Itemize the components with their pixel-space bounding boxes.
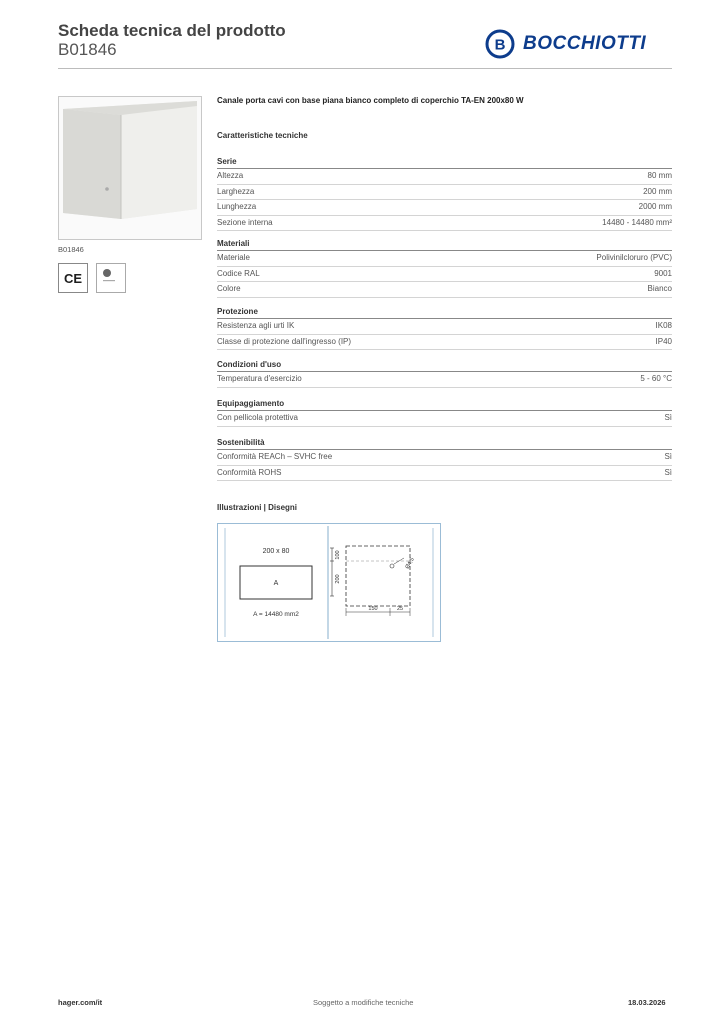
- photo-caption: B01846: [58, 245, 84, 254]
- spec-row: [217, 335, 672, 351]
- spec-section-condizioni: [217, 359, 672, 388]
- spec-section-sostenibilita: [217, 437, 672, 481]
- spec-row: [217, 466, 672, 482]
- spec-label: Temperatura d'esercizio: [217, 374, 302, 383]
- spec-section-serie: [217, 156, 672, 231]
- technical-drawing: [217, 523, 441, 642]
- footer-date: 18.03.2026: [628, 998, 666, 1007]
- brand-logo: [485, 29, 670, 59]
- ce-mark-icon: CE: [58, 263, 88, 293]
- svg-text:B: B: [494, 36, 506, 54]
- spec-label: Resistenza agli urti IK: [217, 321, 295, 330]
- spec-row: [217, 282, 672, 298]
- section-title: Materiali: [217, 238, 672, 251]
- spec-value: 14480 - 14480 mm²: [602, 217, 672, 227]
- spec-label: Altezza: [217, 171, 244, 180]
- section-size-label: 200 x 80: [262, 548, 290, 555]
- section-title: Protezione: [217, 306, 672, 319]
- spec-value: IP40: [655, 336, 672, 346]
- spec-section-equipaggiamento: [217, 398, 672, 427]
- dim-hole: Ø4,5: [404, 556, 416, 571]
- spec-row: [217, 267, 672, 283]
- product-photo: [58, 96, 202, 240]
- spec-row: [217, 216, 672, 232]
- spec-value: Bianco: [647, 284, 672, 293]
- dim-25: 25: [396, 606, 404, 612]
- spec-label: Lunghezza: [217, 202, 257, 211]
- section-title: Sostenibilità: [217, 437, 672, 450]
- spec-row: [217, 200, 672, 216]
- spec-row: [217, 450, 672, 466]
- spec-value: 9001: [654, 268, 672, 278]
- spec-label: Classe di protezione dall'ingresso (IP): [217, 336, 352, 346]
- spec-row: [217, 411, 672, 427]
- spec-row: [217, 185, 672, 201]
- spec-value: IK08: [655, 321, 672, 330]
- spec-value: Polivinilcloruro (PVC): [596, 253, 672, 262]
- section-title: Condizioni d'uso: [217, 359, 672, 372]
- tech-specs-heading: Caratteristiche tecniche: [217, 131, 308, 140]
- spec-value: Sì: [664, 452, 672, 461]
- spec-label: Colore: [217, 284, 241, 293]
- spec-section-protezione: [217, 306, 672, 350]
- spec-label: Materiale: [217, 253, 250, 262]
- brand-name: BOCCHIOTTI: [523, 33, 647, 54]
- spec-value: 200 mm: [643, 186, 672, 196]
- spec-section-materiali: [217, 238, 672, 298]
- spec-row: [217, 251, 672, 267]
- dim-150: 150: [368, 606, 378, 612]
- spec-label: Larghezza: [217, 186, 255, 196]
- area-formula: A = 14480 mm2: [253, 611, 299, 618]
- spec-label: Sezione interna: [217, 217, 273, 227]
- spec-value: 2000 mm: [638, 202, 672, 211]
- spec-value: 5 - 60 °C: [640, 374, 672, 383]
- spec-label: Conformità REACh – SVHC free: [217, 452, 333, 461]
- product-code-header: B01846: [58, 40, 117, 59]
- header-divider: [58, 68, 672, 69]
- footer-note: Soggetto a modifiche tecniche: [313, 998, 414, 1007]
- dim-100: 100: [335, 550, 341, 560]
- spec-value: Sì: [664, 467, 672, 477]
- spec-row: [217, 319, 672, 335]
- dim-200: 200: [335, 574, 341, 584]
- spec-row: [217, 372, 672, 388]
- spec-label: Codice RAL: [217, 268, 260, 278]
- product-name: Canale porta cavi con base piana bianco completo di coperchio TA-EN 200x80 W: [217, 96, 524, 105]
- spec-label: Conformità ROHS: [217, 467, 282, 477]
- section-title: Equipaggiamento: [217, 398, 672, 411]
- brand-logo-icon: [485, 29, 515, 59]
- spec-value: 80 mm: [647, 171, 672, 180]
- drawings-heading: Illustrazioni | Disegni: [217, 503, 298, 512]
- spec-label: Con pellicola protettiva: [217, 413, 298, 422]
- area-letter: A: [273, 580, 279, 587]
- page-title: Scheda tecnica del prodotto: [58, 21, 286, 40]
- footer-website[interactable]: hager.com/it: [58, 998, 103, 1007]
- spec-value: Sì: [664, 413, 672, 422]
- certification-mark-icon: [96, 263, 126, 293]
- section-title: Serie: [217, 156, 672, 169]
- spec-row: [217, 169, 672, 185]
